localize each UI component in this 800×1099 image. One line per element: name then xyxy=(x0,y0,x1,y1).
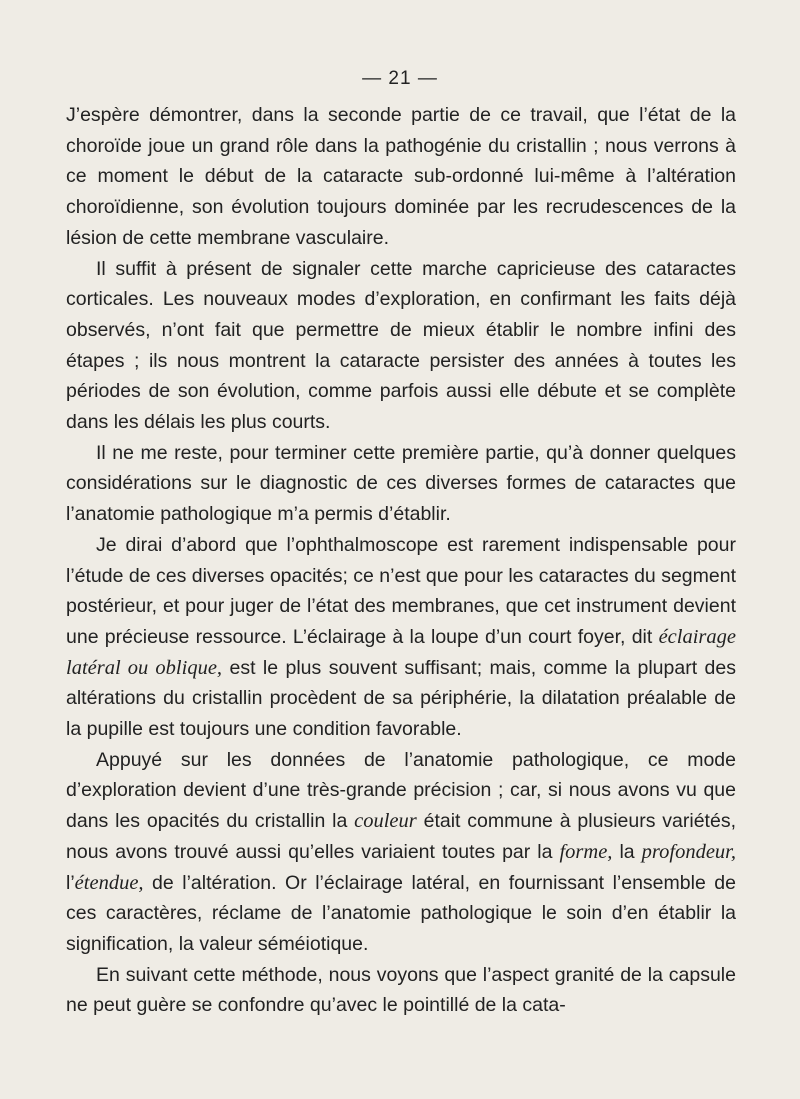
italic-term: profondeur, xyxy=(641,840,736,863)
italic-term: couleur xyxy=(354,810,417,833)
text-segment: J’espère démontrer, dans la seconde partie de ce travail, que l’état de la choroïde joue un grand rôle dans la pathogénie du cristallin ; nous verrons à ce moment le début de la cataracte sub-ordonné lui-même à l’altération choroïdienne, son évolution toujours dominée par les recrudescences de la lésion de cette membrane vasculaire. xyxy=(66,104,736,249)
text-segment: était commune à plusieurs variétés, nous avons trouvé aussi qu’elles variaient toutes par la xyxy=(66,810,736,863)
paragraph xyxy=(66,960,736,1021)
paragraph xyxy=(66,254,736,438)
page-number: — 21 — xyxy=(362,68,438,89)
text-segment: Je dirai d’abord que l’ophthalmoscope est rarement indispensable pour l’étude de ces diverses opacités; ce n’est que pour les cataractes du segment postérieur, et pour juger de l’état des membranes, que cet instrument devient une précieuse ressource. L’éclairage à la loupe d’un court foyer, dit xyxy=(66,533,736,648)
text-segment: Il ne me reste, pour terminer cette première partie, qu’à donner quelques considérations sur le diagnostic de ces diverses formes de cataractes que l’anatomie pathologique m’a permis d’établir. xyxy=(66,441,736,526)
text-segment: Appuyé sur les données de l’anatomie pathologique, ce mode d’exploration devient d’une très-grande précision ; car, si nous avons vu que dans les opacités du cristallin la xyxy=(66,748,736,833)
paragraph xyxy=(66,745,736,960)
italic-term: éclairage latéral ou oblique, xyxy=(66,625,736,679)
italic-term: forme, xyxy=(559,840,613,863)
text-segment: de l’altération. Or l’éclairage latéral, en fournissant l’ensemble de ces caractères, réclame de l’anatomie pathologique le soin d’en établir la signification, la valeur séméiotique. xyxy=(66,871,736,955)
paragraph xyxy=(66,100,736,254)
text-segment: l’ xyxy=(66,871,75,894)
paragraph xyxy=(66,438,736,530)
paragraph xyxy=(66,530,736,745)
text-segment: En suivant cette méthode, nous voyons que l’aspect granité de la capsule ne peut guère se confondre qu’avec le pointillé de la cata- xyxy=(66,963,736,1017)
text-segment: est le plus souvent suffisant; mais, comme la plupart des altérations du cristallin procèdent de sa périphérie, la dilatation préalable de la pupille est toujours une condition favorable. xyxy=(66,656,736,741)
body-text xyxy=(66,100,736,1021)
text-segment: Il suffit à présent de signaler cette marche capricieuse des cataractes corticales. Les nouveaux modes d’exploration, en confirmant les faits déjà observés, n’ont fait que permettre de mieux établir le nombre infini des étapes ; ils nous montrent la cataracte persister des années à toutes les périodes de son évolution, comme parfois aussi elle débute et se complète dans les délais les plus courts. xyxy=(66,257,736,434)
text-segment: la xyxy=(612,840,642,863)
italic-term: étendue, xyxy=(74,871,144,894)
